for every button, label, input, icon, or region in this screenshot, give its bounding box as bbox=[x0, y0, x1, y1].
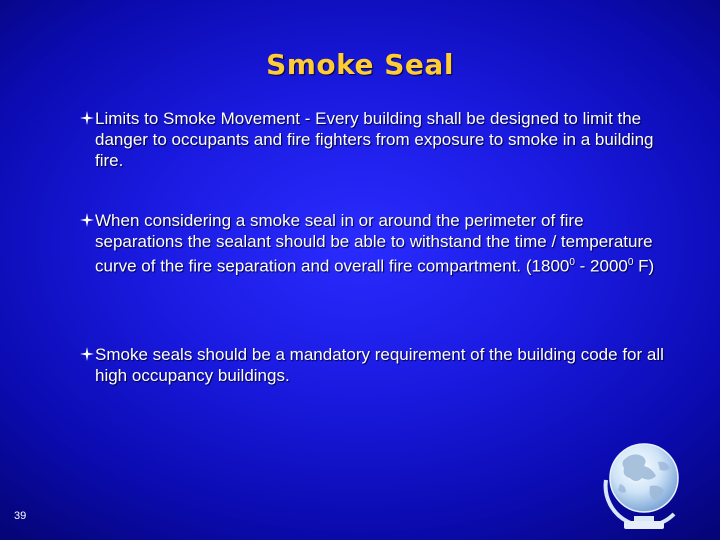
bullet-text-part: - 2000 bbox=[574, 256, 628, 276]
bullet-text: Limits to Smoke Movement - Every building shall be designed to limit the danger to occupants and fire fighters from exposure to smoke in a building fire. bbox=[95, 109, 654, 170]
slide-title: Smoke Seal bbox=[266, 48, 454, 81]
four-point-star-bullet-icon bbox=[80, 111, 94, 125]
bullet-text bbox=[95, 210, 675, 277]
globe-icon bbox=[596, 432, 692, 536]
bullet-text-part: F) bbox=[633, 256, 655, 276]
four-point-star-bullet-icon bbox=[80, 213, 94, 227]
page-number: 39 bbox=[14, 510, 27, 522]
degree-superscript: 0 bbox=[627, 257, 634, 268]
four-point-star-bullet-icon bbox=[80, 347, 94, 361]
bullet-text: Smoke seals should be a mandatory requirement of the building code for all high occupancy buildings. bbox=[95, 345, 664, 385]
bullet-text-part: When considering a smoke seal in or around the perimeter of fire separations the sealant should be able to withstand the time / temperature curve of the fire separation and overall fire compartment. (1800 bbox=[95, 211, 653, 276]
degree-superscript: 0 bbox=[569, 257, 575, 268]
